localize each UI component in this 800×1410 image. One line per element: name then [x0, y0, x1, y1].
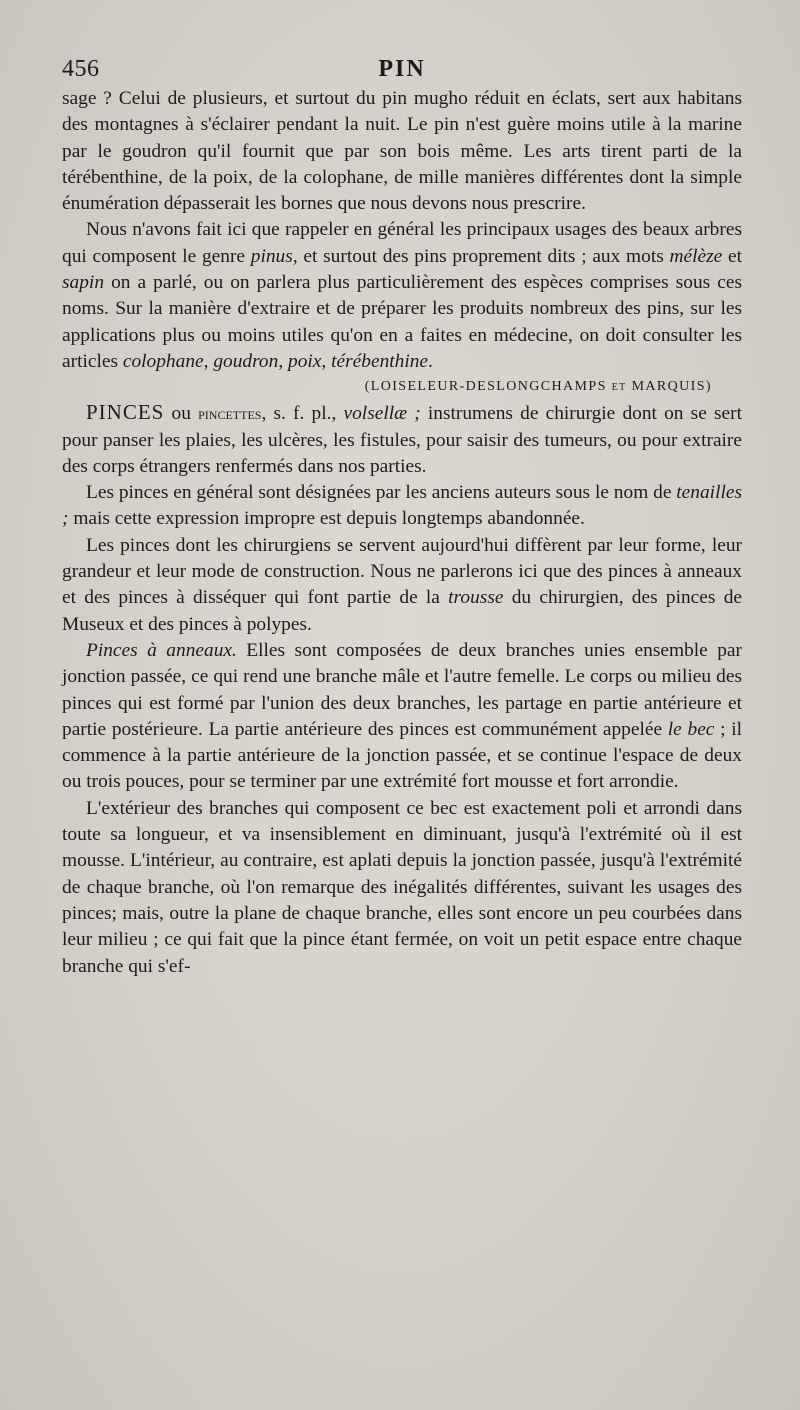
running-head	[62, 52, 742, 86]
paragraph-6-text: Elles sont composées de deux branches unies ensemble par jonction passée, ce qui rend une branche mâle et l'autre femelle. Le corps ou milieu des pinces qui est formé par l'union des deux branches, les partage en partie antérieure et partie postérieure. La partie antérieure des pinces est communément appelée	[62, 639, 742, 740]
paragraph-5	[62, 533, 742, 638]
body-text	[62, 86, 742, 980]
italic-term: pinus	[250, 245, 293, 267]
paragraph-1: sage ? Celui de plusieurs, et surtout du pin mugho réduit en éclats, sert aux habitans des montagnes à s'éclairer pendant la nuit. Le pin n'est guère moins utile à la marine par le goudron qu'il fournit que par son bois même. Les arts tirent parti de la térébenthine, de la poix, de la colophane, de mille manières différentes dont la simple énumération dépasserait les bornes que nous devons nous prescrire.	[62, 88, 742, 215]
paragraph-3-text: ou	[164, 403, 199, 425]
italic-term: térébenthine	[331, 350, 429, 372]
italic-term: goudron	[213, 350, 279, 372]
paragraph-4	[62, 480, 742, 533]
italic-term: volsellæ ;	[343, 403, 421, 425]
italic-term: tenailles ;	[62, 482, 742, 530]
entry-headword: PINCES	[86, 400, 165, 425]
italic-term: sapin	[62, 272, 105, 294]
paragraph-2-text: on a parlé, ou on parlera plus particulièrement des espèces comprises sous ces noms. Sur la manière d'extraire et de préparer les produits nombreux des pins, sur les applications plus ou moins utiles qu'on en a faites en médecine, on doit consulter les articles	[62, 272, 742, 372]
paragraph-2-text: ,	[321, 350, 332, 372]
paragraph-5-text: du chirurgien, des pinces de Museux et des pinces à polypes.	[62, 587, 742, 635]
section-subheading: Pinces à anneaux.	[86, 639, 237, 661]
italic-term: poix	[288, 350, 322, 372]
paragraph-7: L'extérieur des branches qui composent ce bec est exactement poli et arrondi dans toute sa longueur, et va insensiblement en diminuant, jusqu'à l'extrémité où il est mousse. L'intérieur, au contraire, est aplati depuis la jonction passée, jusqu'à l'extrémité de chaque branche, où l'on remarque des inégalités différentes, suivant les usages des pinces; mais, outre la plane de chaque branche, elles sont encore un peu courbées dans leur milieu ; ce qui fait que la pince étant fermée, on voit un petit espace entre chaque branche qui s'ef-	[62, 797, 742, 977]
paragraph-3-text: instrumens de chirurgie dont on se sert pour panser les plaies, les ulcères, les fistules, pour saisir des tumeurs, ou pour extraire des corps étrangers renfermés dans nos parties.	[62, 403, 742, 477]
running-head-word: PIN	[378, 56, 426, 82]
author-signature: (LOISELEUR-DESLONGCHAMPS et MARQUIS)	[364, 379, 712, 395]
paragraph-2-text: ,	[278, 350, 289, 372]
paragraph-2-text: ,	[203, 350, 214, 372]
paragraph-2-text: , et surtout des pins proprement dits ; aux mots	[292, 245, 670, 267]
italic-term: colophane	[122, 350, 204, 372]
paragraph-4-text: mais cette expression impropre est depuis longtemps abandonnée.	[68, 508, 585, 530]
paragraph-4-text: Les pinces en général sont désignées par les anciens auteurs sous le nom de	[86, 482, 677, 504]
paragraph-6	[62, 638, 742, 796]
paragraph-2-text: et	[722, 245, 743, 267]
paragraph-2-text: Nous n'avons fait ici que rappeler en général les principaux usages des beaux arbres qui composent le genre	[62, 219, 742, 267]
italic-term: mélèze	[669, 245, 723, 267]
paragraph-2-text: .	[428, 350, 433, 372]
paragraph-2	[62, 217, 742, 375]
italic-term: trousse	[448, 587, 504, 609]
paragraph-3-text: , s. f. pl.,	[261, 403, 344, 425]
paragraph-6-text: ; il commence à la partie antérieure de la jonction passée, et se continue l'espace de deux ou trois pouces, pour se terminer par une extrémité fort mousse et fort arrondie.	[62, 718, 743, 793]
italic-term: le bec	[667, 718, 715, 740]
paragraph-3-entry	[62, 399, 742, 480]
entry-variant: pincettes	[198, 404, 262, 424]
page-number: 456	[62, 56, 100, 82]
paragraph-5-text: Les pinces dont les chirurgiens se servent aujourd'hui diffèrent par leur forme, leur grandeur et leur mode de construction. Nous ne parlerons ici que des pinces à anneaux et des pinces à disséquer qui font partie de la	[62, 534, 742, 609]
